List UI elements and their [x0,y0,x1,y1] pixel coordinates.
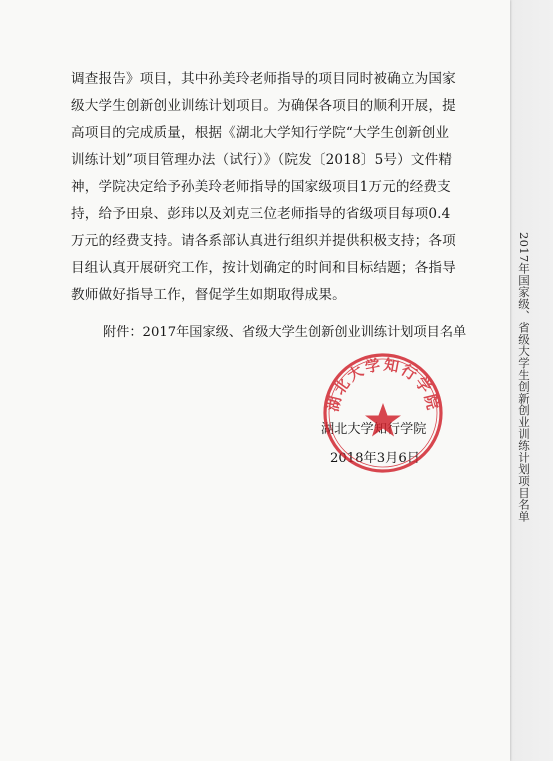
attachment-line: 附件：2017年国家级、省级大学生创新创业训练计划项目名单 [103,325,467,340]
body-line: 调查报告》项目，其中孙美玲老师指导的项目同时被确立为国家 [71,71,456,87]
seal-text-path: 湖北大学知行学院 [323,355,443,414]
adjacent-page-title: 2017年国家级、省级大学生创新创业训练计划项目名单 [517,232,531,523]
signature-org: 湖北大学知行学院 [321,422,427,437]
signature-date: 2018年3月6日 [330,451,420,466]
body-line: 教师做好指导工作，督促学生如期取得成果。 [71,287,346,303]
body-line: 神，学院决定给予孙美玲老师指导的国家级项目1万元的经费支 [71,179,451,195]
body-line: 万元的经费支持。请各系部认真进行组织并提供积极支持；各项 [71,233,456,249]
body-line: 持，给予田泉、彭玮以及刘克三位老师指导的省级项目每项0.4 [71,206,451,222]
body-line: 高项目的完成质量，根据《湖北大学知行学院“大学生创新创业 [71,125,450,141]
body-line: 级大学生创新创业训练计划项目。为确保各项目的顺利开展，提 [71,98,456,114]
body-paragraph [71,66,488,309]
body-line: 目组认真开展研究工作，按计划确定的时间和目标结题；各指导 [71,260,456,276]
official-seal-icon [318,345,448,480]
body-line: 训练计划”项目管理办法（试行）》（院发〔2018〕5号）文件精 [71,152,453,168]
seal-star-icon [365,403,401,437]
